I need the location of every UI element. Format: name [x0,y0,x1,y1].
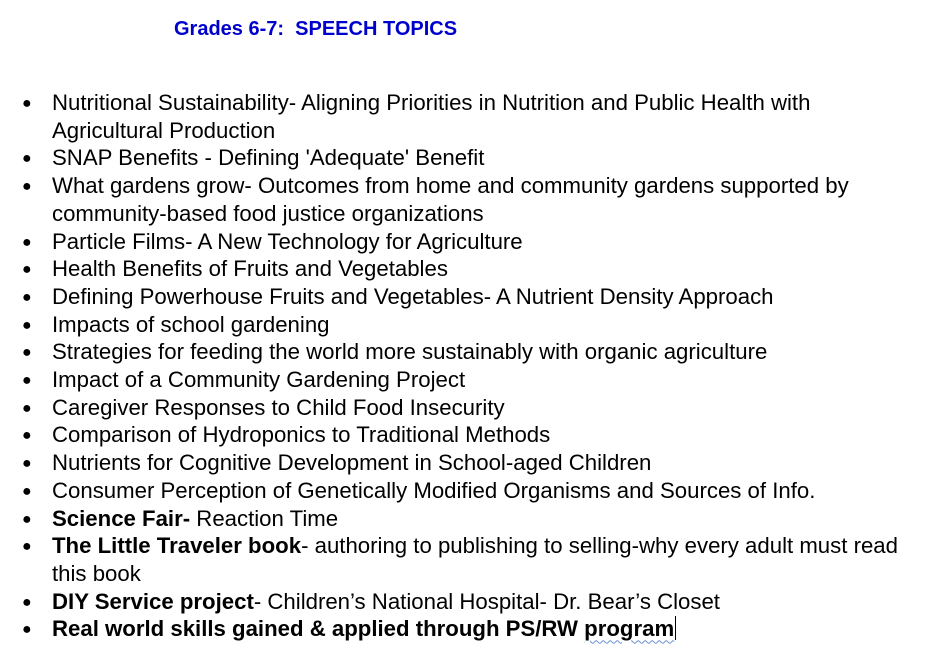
topic-text: Comparison of Hydroponics to Traditional Methods [52,422,551,448]
speech-topic-list [0,89,928,643]
list-item[interactable] [0,532,928,587]
bullet-icon: ● [22,150,32,168]
list-item[interactable] [0,394,928,422]
topic-bold-lead: Science Fair- [52,505,191,531]
topic-text: Impact of a Community Gardening Project [52,367,466,393]
list-item[interactable] [0,615,928,643]
topic-text: Impacts of school gardening [52,311,330,337]
list-item[interactable] [0,172,928,227]
list-item[interactable] [0,311,928,339]
spellcheck-flagged-word[interactable]: program [584,616,675,642]
bullet-icon: ● [22,316,32,334]
list-item[interactable] [0,255,928,283]
document-title: Grades 6-7: SPEECH TOPICS [174,18,458,40]
bullet-icon: ● [22,538,32,556]
list-item[interactable] [0,449,928,477]
topic-bold-lead: The Little Traveler book [52,533,302,559]
topic-text: - authoring to publishing to selling-why every adult must read this book [52,533,898,586]
topic-text: Caregiver Responses to Child Food Insecurity [52,394,505,420]
list-item[interactable] [0,505,928,533]
topic-text: Consumer Perception of Genetically Modified Organisms and Sources of Info. [52,477,816,503]
list-item[interactable] [0,421,928,449]
text-cursor [675,616,676,640]
topic-text: Nutrients for Cognitive Development in School-aged Children [52,450,652,476]
topic-text: SNAP Benefits - Defining 'Adequate' Benefit [52,145,485,171]
bullet-icon: ● [22,233,32,251]
bullet-icon: ● [22,510,32,528]
topic-text: - Children’s National Hospital- Dr. Bear’s Closet [253,588,720,614]
bullet-icon: ● [22,482,32,500]
list-item[interactable] [0,588,928,616]
topic-text: Particle Films- A New Technology for Agriculture [52,228,523,254]
bullet-icon: ● [22,95,32,112]
bullet-icon: ● [22,621,32,639]
topic-bold-lead: Real world skills gained & applied through PS/RW [52,616,585,642]
list-item[interactable] [0,228,928,256]
bullet-icon: ● [22,427,32,445]
list-item[interactable] [0,366,928,394]
topic-text: What gardens grow- Outcomes from home and community gardens supported by community-based food justice organizations [52,173,849,226]
topic-text: Strategies for feeding the world more sustainably with organic agriculture [52,339,768,365]
bullet-icon: ● [22,178,32,196]
bullet-icon: ● [22,288,32,306]
topic-text: Reaction Time [190,505,339,531]
list-item[interactable] [0,283,928,311]
bullet-icon: ● [22,593,32,611]
bullet-icon: ● [22,344,32,362]
topic-text: Nutritional Sustainability- Aligning Priorities in Nutrition and Public Health with Agricultural Production [52,90,811,143]
topic-text: Health Benefits of Fruits and Vegetables [52,256,448,282]
bullet-icon: ● [22,372,32,390]
bullet-icon: ● [22,455,32,473]
list-item[interactable] [0,144,928,172]
bullet-icon: ● [22,261,32,279]
list-item[interactable] [0,89,928,144]
topic-bold-lead: DIY Service project [52,588,254,614]
topic-text: Defining Powerhouse Fruits and Vegetables- A Nutrient Density Approach [52,283,774,309]
bullet-icon: ● [22,399,32,417]
list-item[interactable] [0,338,928,366]
list-item[interactable] [0,477,928,505]
